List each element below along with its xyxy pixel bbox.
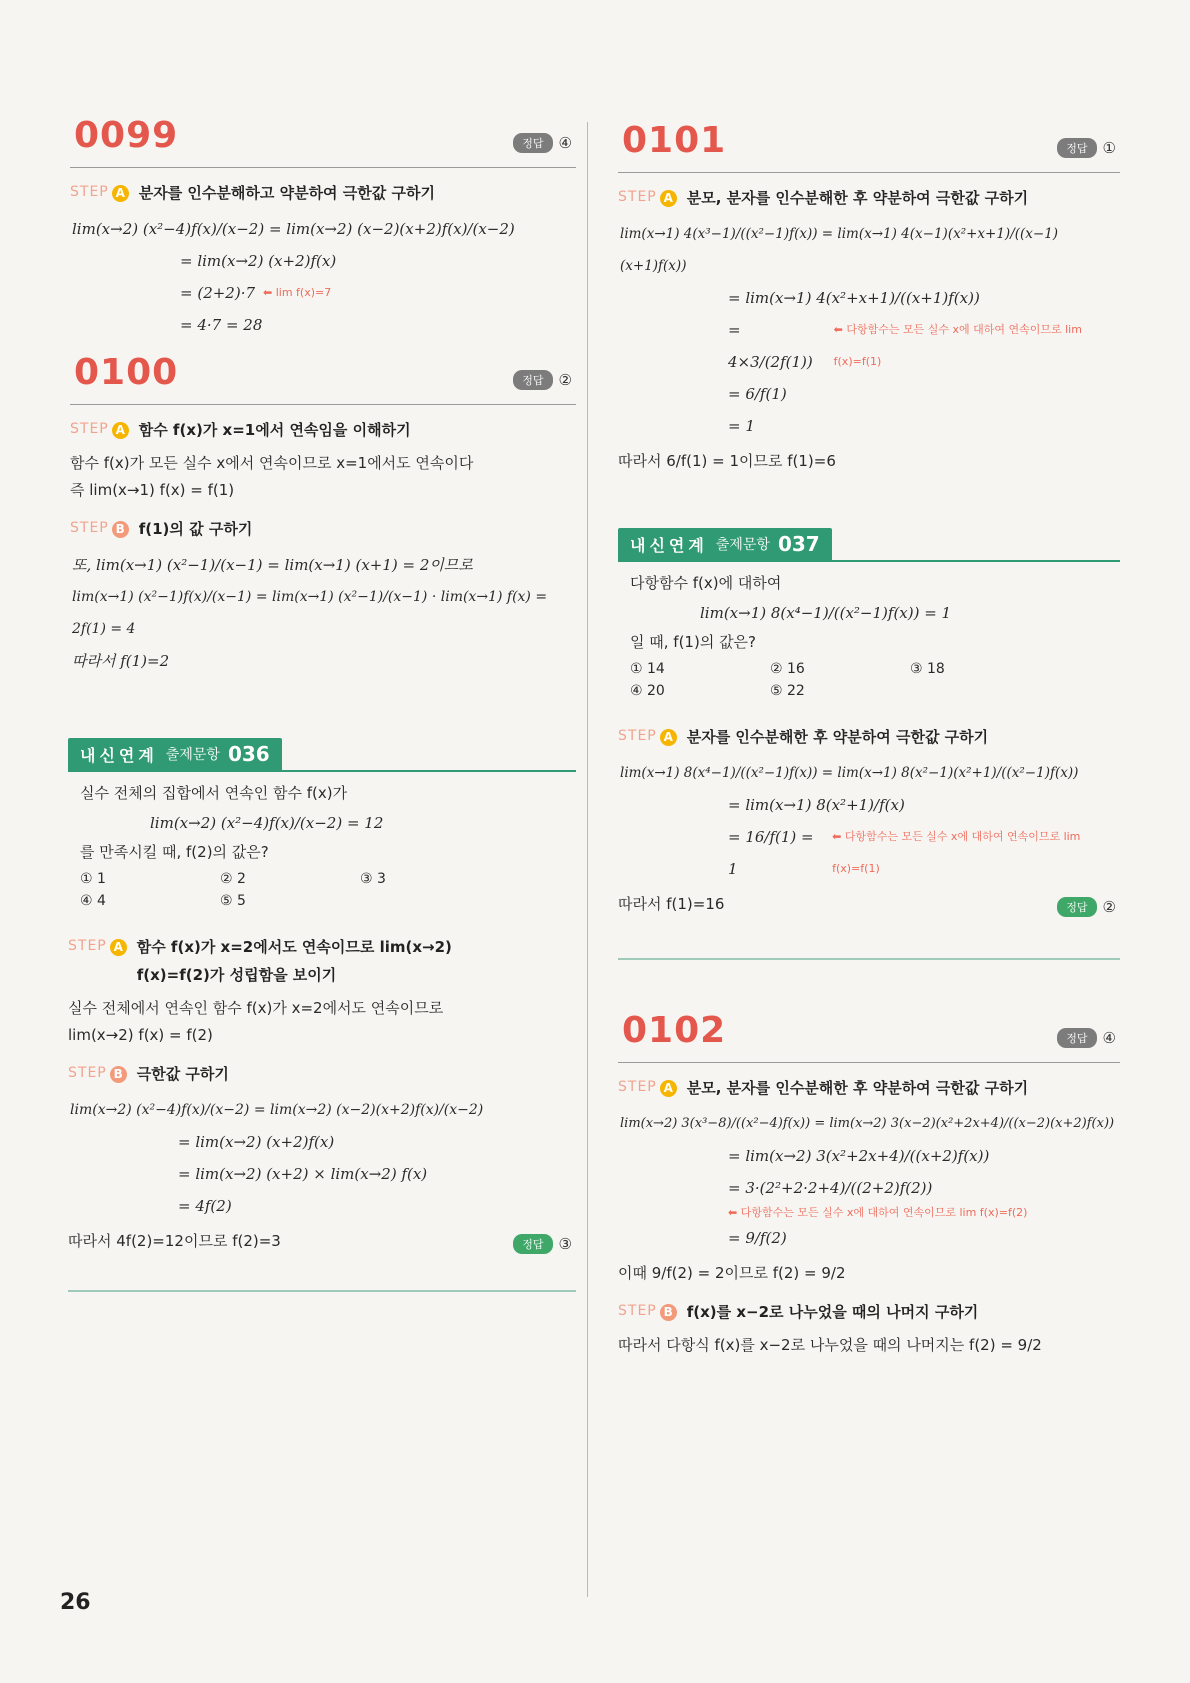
step-tag: STEP: [68, 938, 107, 954]
side-note: ⬅ lim f(x)=7: [263, 286, 332, 299]
answer-label: 정답: [1057, 1028, 1096, 1048]
side-note: ⬅ 다항함수는 모든 실수 x에 대하여 연속이므로 lim f(x)=f(1): [832, 830, 1081, 875]
problem-header: [618, 120, 1120, 173]
question-text: 다항함수 f(x)에 대하여: [630, 574, 782, 592]
equation-line: [620, 1172, 1120, 1204]
equation-line: lim(x→2) (x²−4)f(x)/(x−2) = lim(x→2) (x−2)(x+2)f(x)/(x−2): [72, 220, 515, 238]
step-letter: A: [660, 1080, 677, 1097]
side-note-text: 다항함수는 모든 실수 x에 대하여 연속이므로 lim f(x)=f(1): [833, 323, 1082, 368]
problem-header: [70, 352, 576, 405]
box-header: [618, 528, 1120, 562]
equation-line: lim(x→1) (x²−1)f(x)/(x−1) = lim(x→1) (x²−1)/(x−1) · lim(x→1) f(x) = 2f(1) = 4: [72, 589, 548, 637]
answer-badge: [1057, 138, 1116, 158]
question-text: 일 때, f(1)의 값은?: [630, 633, 757, 651]
answer-value: ①: [1102, 139, 1116, 157]
equation-line: = lim(x→2) 3(x²+2x+4)/((x+2)f(x)): [728, 1147, 990, 1165]
box-tab: [68, 738, 282, 770]
related-problem-036: [68, 738, 576, 1255]
step-tag: STEP: [70, 520, 109, 536]
equation-line: lim(x→2) (x²−4)f(x)/(x−2) = lim(x→2) (x−2)(x+2)f(x)/(x−2): [70, 1102, 484, 1118]
choice-1: ① 1: [80, 871, 106, 887]
step-tag: STEP: [618, 189, 657, 205]
answer-value: ②: [558, 371, 572, 389]
step-letter: A: [110, 939, 127, 956]
related-problem-037: [618, 528, 1120, 918]
conclusion-text: 따라서 f(1)=16: [618, 895, 725, 913]
answer-value: ②: [1102, 898, 1116, 916]
step-title: f(1)의 값 구하기: [138, 520, 253, 538]
equation-line: = 4·7 = 28: [180, 316, 263, 334]
equation-text: = 4×3/(2f(1)): [728, 321, 813, 371]
equation-line: = lim(x→1) 4(x²+x+1)/((x+1)f(x)): [728, 289, 980, 307]
step-title: 함수 f(x)가 x=1에서 연속임을 이해하기: [138, 421, 411, 439]
equation-line: = lim(x→2) (x+2)f(x): [180, 252, 337, 270]
conclusion-row: [68, 1228, 576, 1255]
step-tag: STEP: [618, 1079, 657, 1095]
box-body: [618, 562, 1120, 702]
page-number: 26: [60, 1590, 91, 1615]
solution-equations: [620, 757, 1120, 885]
step-a: [618, 189, 1120, 212]
choice-1: ① 14: [630, 661, 665, 677]
problem-0100: [70, 352, 576, 677]
step-a: [68, 938, 576, 989]
step-a: [618, 728, 1120, 751]
answer-label: 정답: [513, 133, 552, 153]
step-tag: STEP: [618, 728, 657, 744]
box-body: [68, 772, 576, 912]
equation-line: lim(x→2) 3(x³−8)/((x²−4)f(x)) = lim(x→2) 3(x−2)(x²+2x+4)/((x−2)(x+2)f(x)): [620, 1116, 1115, 1131]
side-note-text: lim f(x)=7: [275, 286, 332, 299]
explanation-text: 이때 9/f(2) = 2이므로 f(2) = 9/2: [618, 1264, 846, 1282]
step-a: [618, 1079, 1120, 1102]
equation-line: [620, 821, 1120, 885]
equation-line: = 1: [728, 417, 755, 435]
step-title: 분자를 인수분해한 후 약분하여 극한값 구하기: [686, 728, 989, 746]
solution-equations: [620, 218, 1120, 442]
answer-label: 정답: [1057, 138, 1096, 158]
step-title: 분모, 분자를 인수분해한 후 약분하여 극한값 구하기: [686, 1079, 1029, 1097]
step-letter: A: [112, 422, 129, 439]
equation-line: lim(x→1) 4(x³−1)/((x²−1)f(x)) = lim(x→1) 4(x−1)(x²+x+1)/((x−1)(x+1)f(x)): [620, 226, 1059, 274]
conclusion-text: 따라서 4f(2)=12이므로 f(2)=3: [68, 1232, 281, 1250]
step-title: f(x)를 x−2로 나누었을 때의 나머지 구하기: [686, 1303, 979, 1321]
box-tab-subtitle: 출제문항: [165, 747, 220, 763]
problem-header: [70, 115, 576, 168]
solution-equations: [72, 549, 576, 677]
step-b: [68, 1065, 576, 1088]
step-title: 분모, 분자를 인수분해한 후 약분하여 극한값 구하기: [686, 189, 1029, 207]
equation-line: = lim(x→2) (x+2) × lim(x→2) f(x): [178, 1165, 428, 1183]
side-note-text: 다항함수는 모든 실수 x에 대하여 연속이므로 lim f(x)=f(1): [832, 830, 1081, 875]
problem-number: 0100: [74, 352, 179, 393]
section-rule: [68, 1290, 576, 1292]
box-tab-title: 내신연계: [630, 535, 708, 555]
box-tab: [618, 528, 832, 560]
equation-text: = 3·(2²+2·2+4)/((2+2)f(2)): [728, 1179, 933, 1197]
step-b: [70, 520, 576, 543]
step-tag: STEP: [70, 184, 109, 200]
step-letter: A: [660, 729, 677, 746]
question-text: 실수 전체의 집합에서 연속인 함수 f(x)가: [80, 784, 348, 802]
problem-0101: [618, 120, 1120, 475]
answer-value: ④: [558, 134, 572, 152]
step-letter: A: [112, 185, 129, 202]
problem-header: [618, 1010, 1120, 1063]
conclusion-row: [618, 891, 1120, 918]
equation-line: = lim(x→2) (x+2)f(x): [178, 1133, 335, 1151]
step-title: 분자를 인수분해하고 약분하여 극한값 구하기: [138, 184, 435, 202]
choice-2: ② 2: [220, 871, 246, 887]
choice-2: ② 16: [770, 661, 805, 677]
box-header: [68, 738, 576, 772]
problem-number: 0099: [74, 115, 179, 156]
step-letter: B: [112, 521, 129, 538]
conclusion-text: 따라서 6/f(1) = 1이므로 f(1)=6: [618, 452, 836, 470]
equation-text: = 16/f(1) = 1: [728, 828, 814, 878]
equation-line: 따라서 f(1)=2: [72, 652, 170, 670]
equation-line: 또, lim(x→1) (x²−1)/(x−1) = lim(x→1) (x+1) = 2이므로: [72, 556, 473, 574]
step-title: 함수 f(x)가 x=2에서도 연속이므로 lim(x→2) f(x)=f(2)가 성립함을 보이기: [136, 938, 452, 984]
side-note: ⬅ 다항함수는 모든 실수 x에 대하여 연속이므로 lim f(x)=f(1): [833, 323, 1082, 368]
choices: [80, 868, 564, 912]
answer-label: 정답: [513, 1234, 552, 1254]
explanation-text: 즉 lim(x→1) f(x) = f(1): [70, 481, 235, 499]
step-a: [70, 421, 576, 444]
answer-badge: [1057, 897, 1116, 917]
answer-label: 정답: [1057, 897, 1096, 917]
step-letter: B: [660, 1304, 677, 1321]
choices: [630, 658, 1108, 702]
answer-badge: [1057, 1028, 1116, 1048]
answer-badge: [513, 1234, 572, 1254]
choice-3: ③ 3: [360, 871, 386, 887]
choice-4: ④ 4: [80, 893, 106, 909]
choice-4: ④ 20: [630, 683, 665, 699]
solution-equations: [72, 213, 576, 341]
answer-value: ④: [1102, 1029, 1116, 1047]
equation-line: = 4f(2): [178, 1197, 232, 1215]
equation-text: = (2+2)·7: [180, 284, 256, 302]
solution-equations: [70, 1094, 576, 1222]
solution-equations: [620, 1108, 1120, 1254]
answer-value: ③: [558, 1235, 572, 1253]
question-equation: lim(x→2) (x²−4)f(x)/(x−2) = 12: [150, 814, 384, 832]
box-tab-subtitle: 출제문항: [715, 537, 770, 553]
box-tab-title: 내신연계: [80, 745, 158, 765]
equation-line: [72, 277, 576, 309]
side-note: ⬅ 다항함수는 모든 실수 x에 대하여 연속이므로 lim f(x)=f(2): [728, 1206, 1028, 1219]
step-tag: STEP: [68, 1065, 107, 1081]
box-tab-number: 036: [227, 742, 270, 766]
choice-5: ⑤ 5: [220, 893, 246, 909]
explanation-text: lim(x→2) f(x) = f(2): [68, 1026, 213, 1044]
box-tab-number: 037: [777, 532, 820, 556]
step-letter: A: [660, 190, 677, 207]
equation-line: = lim(x→1) 8(x²+1)/f(x): [728, 796, 905, 814]
problem-number: 0101: [622, 120, 727, 161]
choice-5: ⑤ 22: [770, 683, 805, 699]
equation-line: = 6/f(1): [728, 385, 787, 403]
question-text: 를 만족시킬 때, f(2)의 값은?: [80, 843, 269, 861]
step-title: 극한값 구하기: [136, 1065, 229, 1083]
answer-label: 정답: [513, 370, 552, 390]
explanation-text: 실수 전체에서 연속인 함수 f(x)가 x=2에서도 연속이므로: [68, 999, 444, 1017]
explanation-text: 함수 f(x)가 모든 실수 x에서 연속이므로 x=1에서도 연속이다: [70, 454, 474, 472]
side-note-text: 다항함수는 모든 실수 x에 대하여 연속이므로 lim f(x)=f(2): [740, 1206, 1028, 1219]
problem-number: 0102: [622, 1010, 727, 1051]
equation-line: lim(x→1) 8(x⁴−1)/((x²−1)f(x)) = lim(x→1) 8(x²−1)(x²+1)/((x²−1)f(x)): [620, 765, 1079, 781]
step-b: [618, 1303, 1120, 1326]
choice-3: ③ 18: [910, 661, 945, 677]
equation-line: = 9/f(2): [728, 1229, 787, 1247]
problem-0099: [70, 115, 576, 341]
conclusion-text: 따라서 다항식 f(x)를 x−2로 나누었을 때의 나머지는 f(2) = 9/2: [618, 1336, 1042, 1354]
section-rule: [618, 958, 1120, 960]
column-divider: [587, 122, 588, 1597]
step-letter: B: [110, 1066, 127, 1083]
equation-line: [620, 314, 1120, 378]
answer-badge: [513, 370, 572, 390]
problem-0102: [618, 1010, 1120, 1359]
step-a: [70, 184, 576, 207]
question-equation: lim(x→1) 8(x⁴−1)/((x²−1)f(x)) = 1: [700, 604, 952, 622]
step-tag: STEP: [618, 1303, 657, 1319]
answer-badge: [513, 133, 572, 153]
step-tag: STEP: [70, 421, 109, 437]
